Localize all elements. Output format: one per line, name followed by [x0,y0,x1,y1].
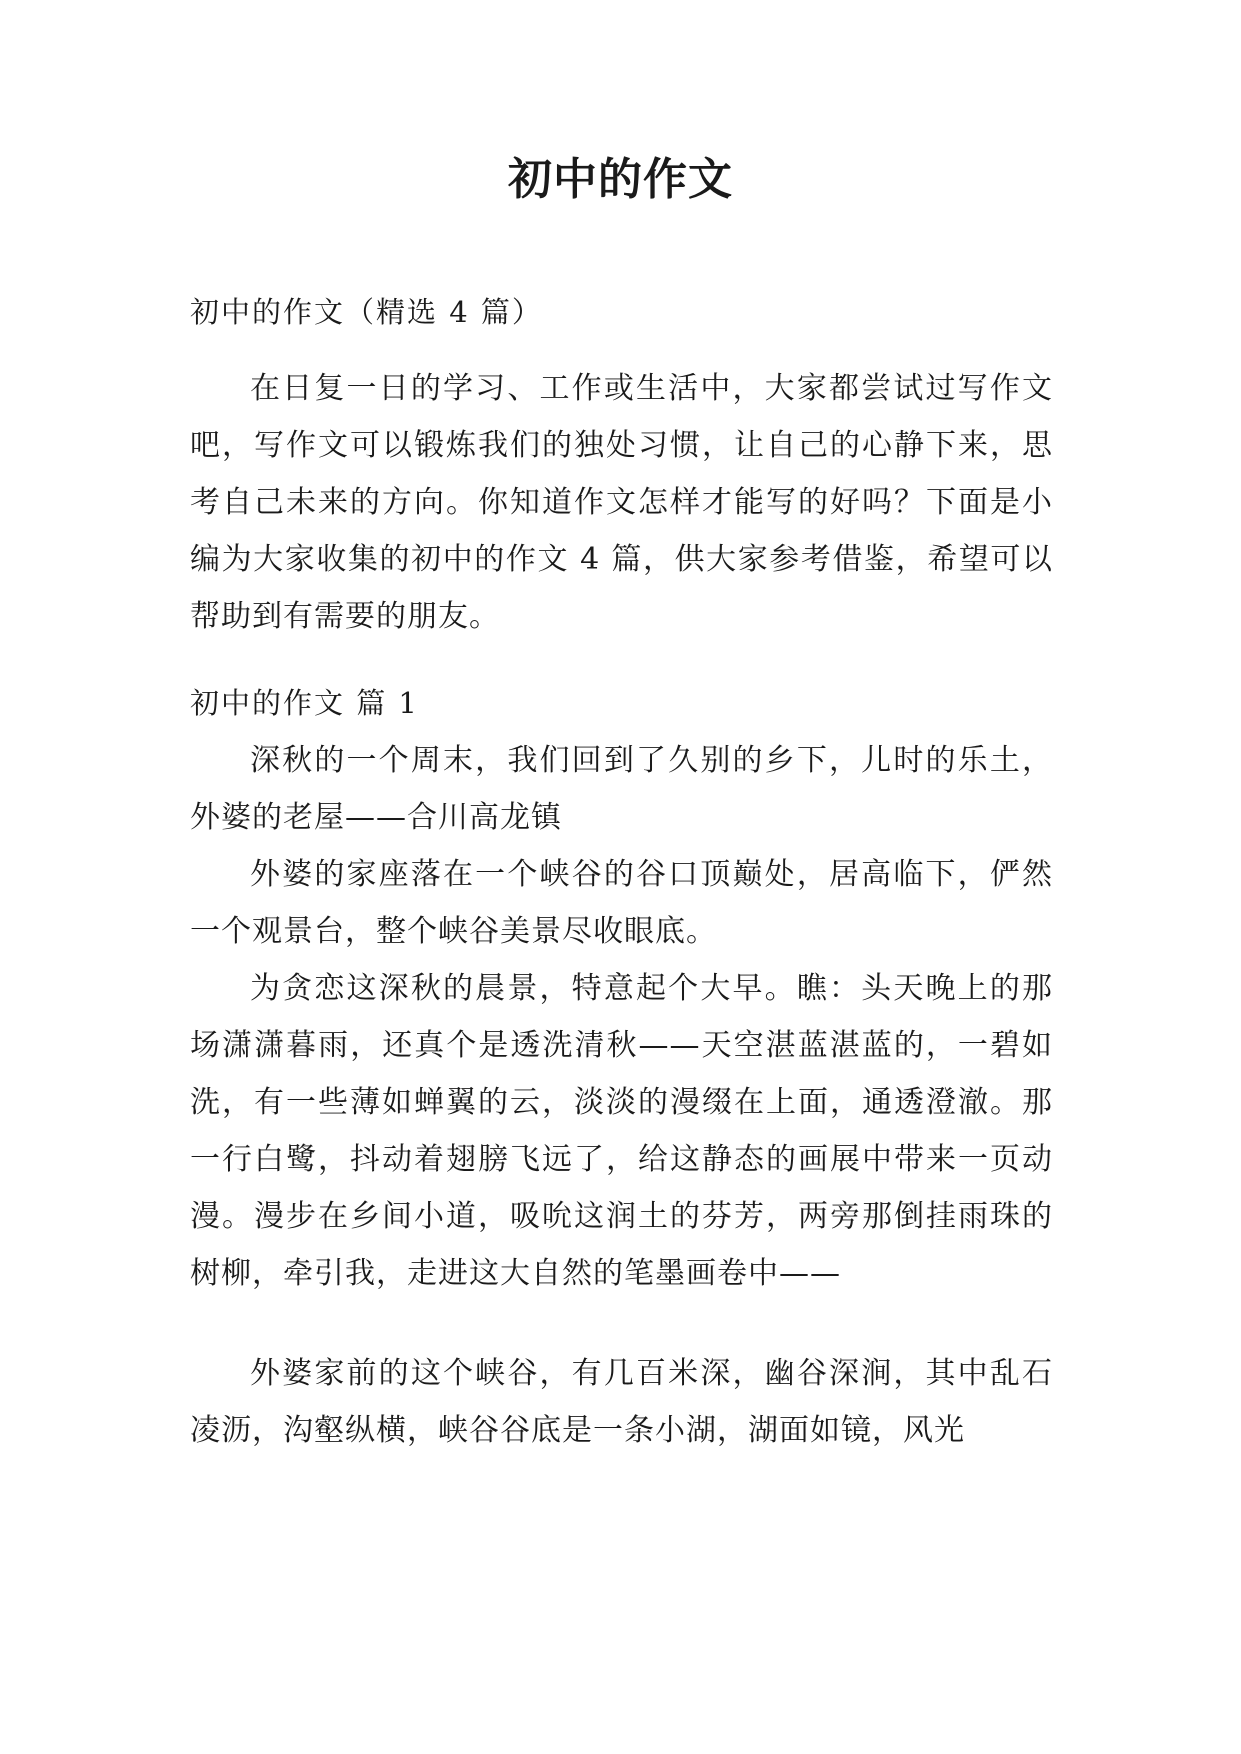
body-paragraph: 为贪恋这深秋的晨景，特意起个大早。瞧：头天晚上的那场潇潇暮雨，还真个是透洗清秋——天空湛蓝湛蓝的，一碧如洗，有一些薄如蝉翼的云，淡淡的漫缀在上面，通透澄澈。那一行白鹭，抖动着翅膀飞远了，给这静态的画展中带来一页动漫。漫步在乡间小道，吸吮这润土的芬芳，两旁那倒挂雨珠的树柳，牵引我，走进这大自然的笔墨画卷中—— [190,971,1053,1291]
intro-paragraph: 在日复一日的学习、工作或生活中，大家都尝试过写作文吧，写作文可以锻炼我们的独处习惯，让自己的心静下来，思考自己未来的方向。你知道作文怎样才能写的好吗？下面是小编为大家收集的初中的作文 4 篇，供大家参考借鉴，希望可以帮助到有需要的朋友。 [190,371,1053,634]
section-heading: 初中的作文 篇 1 [190,686,419,720]
body-paragraph: 深秋的一个周末，我们回到了久别的乡下，儿时的乐土，外婆的老屋——合川高龙镇 [190,743,1053,835]
document-title: 初中的作文 [508,154,733,205]
body-paragraph: 外婆的家座落在一个峡谷的谷口顶巅处，居高临下，俨然一个观景台，整个峡谷美景尽收眼底。 [190,857,1053,949]
body-paragraph: 外婆家前的这个峡谷，有几百米深，幽谷深涧，其中乱石凌沥，沟壑纵横，峡谷谷底是一条小湖，湖面如镜，风光 [190,1356,1053,1448]
document-subtitle: 初中的作文（精选 4 篇） [190,295,543,329]
